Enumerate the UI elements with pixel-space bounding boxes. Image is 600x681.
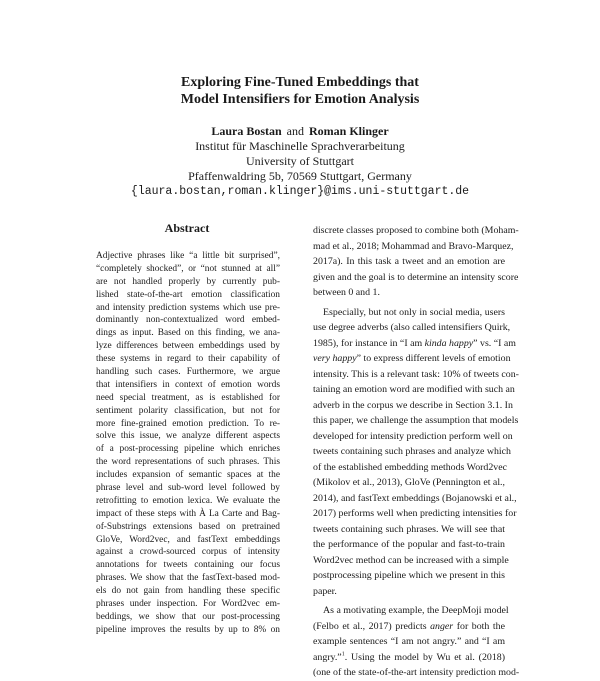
footnote-marker: 1 bbox=[341, 651, 345, 658]
text-line: dominantly non-contextualized word embed- bbox=[96, 315, 280, 326]
author-block bbox=[0, 124, 600, 199]
title-line-1: Exploring Fine-Tuned Embeddings that bbox=[181, 75, 419, 90]
text-line: (Felbo et al., 2017) predicts anger for both the bbox=[313, 620, 505, 632]
text-line: are not handled properly by currently pub- bbox=[96, 276, 280, 287]
italic-phrase: very happy bbox=[313, 353, 357, 364]
text-line: paper. bbox=[313, 585, 337, 597]
institute: Institut für Maschinelle Sprachverarbeitung bbox=[195, 139, 405, 153]
text-line: very happy” to express different levels of emotion bbox=[313, 353, 511, 364]
text-line: dings as input. Based on this finding, we ana- bbox=[96, 328, 280, 339]
text-line: Adjective phrases like “a little bit surprised”, bbox=[96, 251, 280, 261]
text-line: this paper, we challenge the assumption that models bbox=[313, 415, 519, 426]
abstract-body bbox=[96, 250, 280, 637]
email: {laura.bostan,roman.klinger}@ims.uni-stuttgart.de bbox=[130, 185, 470, 198]
text-line: need special treatment, as is established for bbox=[96, 392, 280, 403]
university: University of Stuttgart bbox=[246, 154, 354, 168]
author-2: Roman Klinger bbox=[309, 124, 389, 138]
text-line: (one of the state-of-the-art intensity prediction mod- bbox=[313, 667, 520, 678]
paragraph-1 bbox=[313, 223, 519, 301]
text-line: pipeline improves the results by up to 8% on bbox=[96, 624, 280, 635]
text-line: intensity. This is a relevant task: 10% of tweets con- bbox=[313, 368, 519, 380]
text-line: “completely shocked”, or “not stunned at all” bbox=[96, 263, 280, 274]
abstract-heading: Abstract bbox=[164, 221, 210, 235]
text-line: angry.”$^1$. Using the model by Wu et al. (2018) bbox=[313, 651, 505, 663]
text-line: given and the goal is to determine an intensity score bbox=[313, 271, 519, 283]
text-line: example sentences “I am not angry.” and “I am bbox=[313, 636, 505, 647]
text-line: impact of these steps with À La Carte and Bag- bbox=[96, 508, 280, 519]
text-line: use degree adverbs (also called intensifiers Quirk, bbox=[313, 322, 511, 333]
text-line: the performance of the popular and fast-to-train bbox=[313, 539, 505, 550]
text-line: more fine-grained emotion prediction. To re- bbox=[96, 418, 280, 429]
address: Pfaffenwaldring 5b, 70569 Stuttgart, Germany bbox=[188, 169, 412, 183]
text-line: 2014), and fastText embeddings (Bojanowski et al., bbox=[313, 492, 517, 504]
text-line: (Mikolov et al., 2013), GloVe (Pennington et al., bbox=[313, 477, 505, 488]
text-line: that intensifiers in context of emotion words bbox=[96, 379, 280, 390]
text-line: Especially, but not only in social media, users bbox=[323, 306, 505, 318]
author-names bbox=[0, 124, 600, 139]
paragraph-2 bbox=[313, 305, 519, 600]
text-line: 2017) performs well when predicting intensities for bbox=[313, 508, 517, 519]
text-line: handling such cases. Furthermore, we argue bbox=[96, 367, 280, 378]
text-line: 1985), for instance in “I am kinda happy” vs. “I am bbox=[313, 337, 516, 349]
text-line: postprocessing pipeline which we present in this bbox=[313, 570, 505, 581]
text-line: annotations for tweets containing our focus bbox=[96, 560, 280, 571]
italic-phrase: kinda happy bbox=[424, 337, 474, 349]
text-line: taining an emotion word are modified with such an bbox=[313, 384, 515, 395]
text-line: of-Substrings extensions based on pretrained bbox=[96, 521, 280, 532]
paper-title bbox=[0, 74, 600, 108]
title-line-2: Model Intensifiers for Emotion Analysis bbox=[180, 92, 420, 107]
paragraph-3 bbox=[313, 603, 520, 681]
author-and: and bbox=[286, 124, 304, 138]
text-line: sentiment polarity classification, but not for bbox=[96, 405, 280, 416]
text-line: and intensity prediction systems which use pre- bbox=[96, 302, 280, 313]
text-line: developed for intensity prediction perform well on bbox=[313, 430, 513, 442]
text-line: Word2vec method can be increased with a simple bbox=[313, 554, 509, 566]
text-line: solve this issue, we analyze different aspects bbox=[96, 431, 280, 442]
text-line: the word representations of such phrases. This bbox=[96, 457, 280, 468]
text-line: against a crowd-sourced corpus of intensity bbox=[96, 547, 280, 558]
text-line: lyze differences between embeddings used by bbox=[96, 341, 280, 352]
text-line: discrete classes proposed to combine both (Moham- bbox=[313, 225, 519, 236]
text-line: phrases under inspection. For Word2vec em- bbox=[96, 599, 280, 610]
right-column bbox=[313, 223, 520, 681]
text-line: lished state-of-the-art emotion classification bbox=[96, 289, 280, 300]
text-line: mad et al., 2018; Mohammad and Bravo-Marquez, bbox=[313, 240, 514, 252]
text-line: beddings, we show that our post-processing bbox=[96, 611, 280, 622]
text-line: tweets containing such phrases and analyze which bbox=[313, 446, 511, 457]
text-line: includes expansion of semantic spaces at the bbox=[96, 470, 280, 481]
text-line: between 0 and 1. bbox=[313, 287, 380, 298]
text-line: phrase level and sub-word level followed by bbox=[96, 483, 280, 494]
author-1: Laura Bostan bbox=[211, 124, 282, 138]
text-line: tweets containing such phrases. We will see that bbox=[313, 523, 505, 535]
text-line: 2017a). In this task a tweet and an emotion are bbox=[313, 256, 505, 267]
text-line: els do not gain from handling these specific bbox=[96, 586, 280, 597]
text-line: phrases. We show that the fastText-based mod- bbox=[96, 573, 280, 584]
text-line: of the established embedding methods Word2vec bbox=[313, 461, 508, 473]
text-line: of a post-processing pipeline which enriches bbox=[96, 444, 280, 455]
text-line: As a motivating example, the DeepMoji model bbox=[323, 605, 509, 616]
text-line: GloVe, Word2vec, and fastText embeddings bbox=[96, 534, 280, 545]
italic-phrase: anger bbox=[430, 620, 454, 632]
paragraph-2-rest bbox=[313, 367, 519, 600]
text-line: adverb in the corpus we describe in Section 3.1. In bbox=[313, 399, 513, 411]
text-line: these systems in regard to their capability of bbox=[96, 354, 280, 365]
text-line: retrofitting to emotion lexica. We evaluate the bbox=[96, 495, 280, 506]
